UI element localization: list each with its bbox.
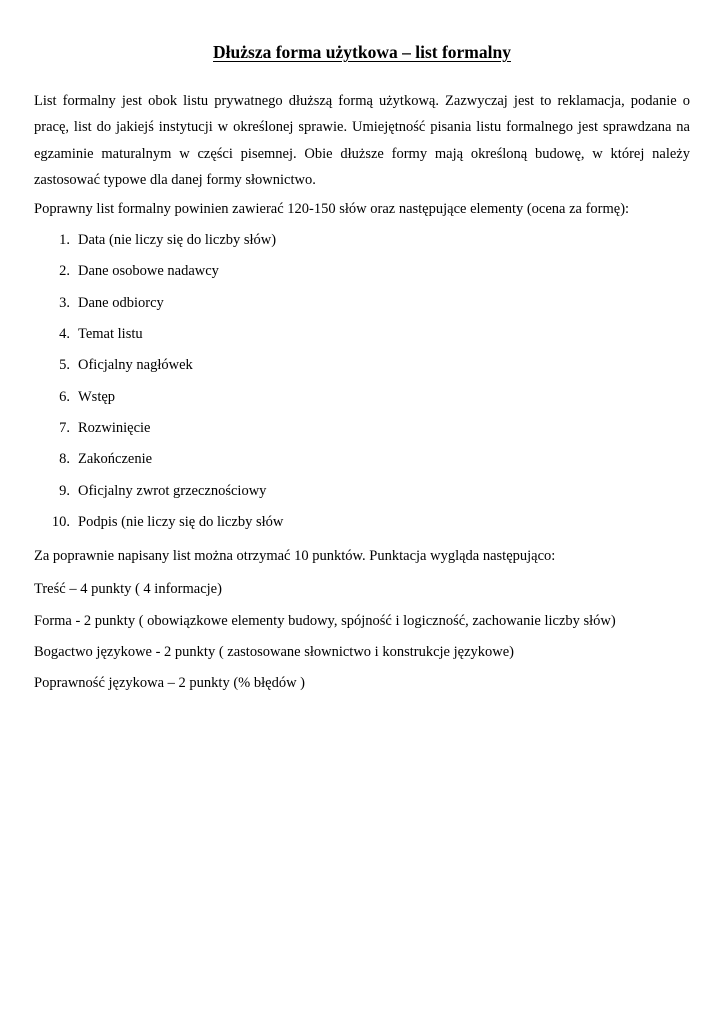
list-item (34, 288, 690, 319)
list-item (34, 413, 690, 444)
scoring-line-correctness: Poprawność językowa – 2 punkty (% błędów ) (34, 675, 306, 692)
list-item-text: Data (nie liczy się do liczby słów) (78, 232, 277, 249)
list-item-number: 1. (59, 232, 70, 249)
elements-list (34, 225, 690, 538)
list-item (34, 319, 690, 350)
page-title: Dłuższa forma użytkowa – list formalny (213, 42, 511, 62)
list-item-text: Zakończenie (78, 451, 153, 468)
scoring-list (34, 574, 690, 700)
list-item-text: Rozwinięcie (78, 419, 151, 436)
list-item-number: 9. (59, 482, 70, 499)
list-item (34, 382, 690, 413)
list-item-text: Dane osobowe nadawcy (78, 263, 219, 280)
list-item-number: 2. (59, 263, 70, 280)
list-item-number: 8. (59, 451, 70, 468)
list-item-text: Oficjalny zwrot grzecznościowy (78, 482, 267, 499)
list-item (34, 225, 690, 256)
list-item-number: 7. (59, 419, 70, 436)
list-item (34, 444, 690, 475)
list-item-number: 4. (59, 326, 70, 343)
scoring-intro: Za poprawnie napisany list można otrzymać 10 punktów. Punktacja wygląda następująco: (34, 548, 556, 565)
list-item-number: 10. (51, 513, 70, 530)
document-page (34, 40, 690, 700)
scoring-line-content: Treść – 4 punkty ( 4 informacje) (34, 581, 222, 598)
requirements-intro: Poprawny list formalny powinien zawierać 120-150 słów oraz następujące elementy (ocena za formę): (34, 201, 630, 218)
list-item-text: Wstęp (78, 388, 116, 405)
list-item (34, 507, 690, 538)
list-item-text: Dane odbiorcy (78, 294, 164, 311)
list-item (34, 476, 690, 507)
list-item-number: 6. (59, 388, 70, 405)
list-item (34, 350, 690, 381)
list-item (34, 256, 690, 287)
list-item-text: Podpis (nie liczy się do liczby słów (78, 513, 284, 530)
list-item-text: Temat listu (78, 326, 143, 343)
list-item-number: 5. (59, 357, 70, 374)
intro-paragraph: List formalny jest obok listu prywatnego dłuższą formą użytkową. Zazwyczaj jest to reklamacja, podanie o pracę, list do jakiejś instytucji w określonej sprawie. Umiejętność pisania listu formalnego jest sprawdzana na egzaminie maturalnym w części pisemnej. Obie dłuższe formy mają określoną budowę, w której należy zastosować typowe dla danej formy słownictwo. (34, 93, 690, 188)
list-item-number: 3. (59, 294, 70, 311)
scoring-line-vocabulary: Bogactwo językowe - 2 punkty ( zastosowane słownictwo i konstrukcje językowe) (34, 643, 514, 660)
scoring-line-form: Forma - 2 punkty ( obowiązkowe elementy budowy, spójność i logiczność, zachowanie liczby słów) (34, 612, 616, 629)
list-item-text: Oficjalny nagłówek (78, 357, 193, 374)
